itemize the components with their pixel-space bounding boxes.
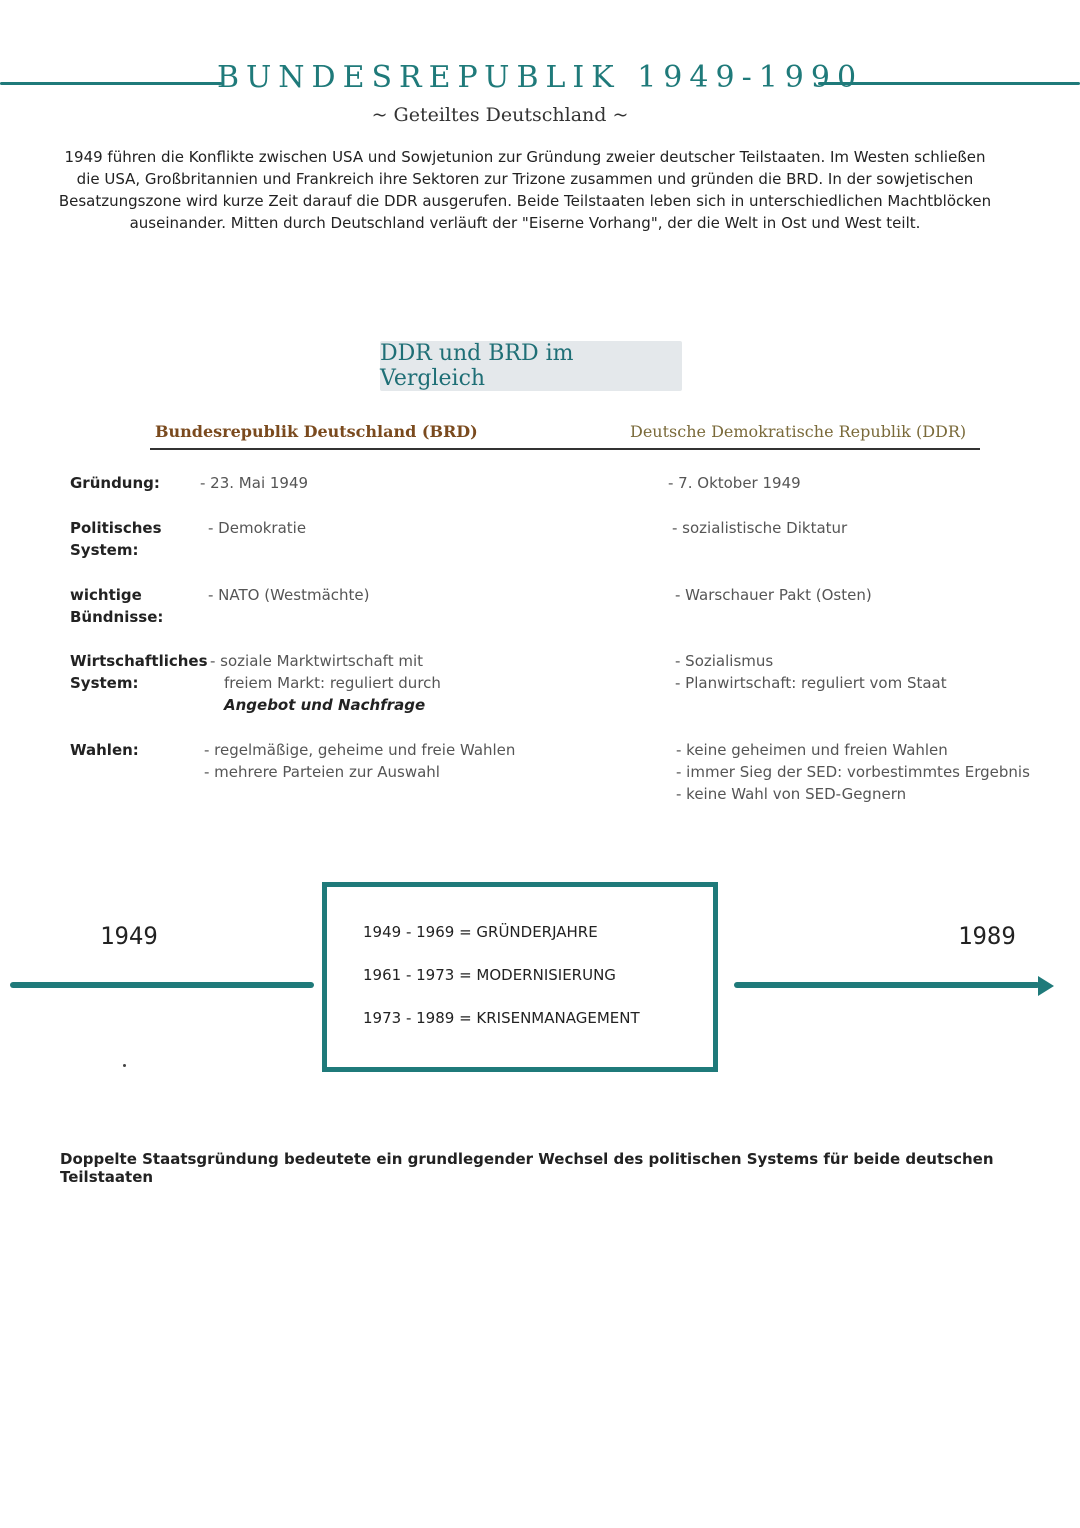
row-label-buendnisse: wichtige Bündnisse: — [70, 586, 164, 626]
brd-wirtschaft-line-2: freiem Markt: reguliert durch — [224, 674, 441, 692]
brd-wahlen — [204, 739, 515, 783]
brd-wirtschaft-line-3: Angebot und Nachfrage — [224, 696, 426, 714]
row-label-wirtschaftliches-system: Wirtschaftliches System: — [70, 652, 208, 692]
intro-paragraph: 1949 führen die Konflikte zwischen USA und Sowjetunion zur Gründung zweier deutscher Teilstaaten. Im Westen schließen die USA, Großbritannien und Frankreich ihre Sektoren zur Trizone zusammen und gründen die BRD. In der sowjetischen Besatzungszone wird kurze Zeit darauf die DDR ausgerufen. Beide Teilstaaten leben sich in unterschiedlichen Machtblöcken auseinander. Mitten durch Deutschland verläuft der "Eiserne Vorhang", der die Welt in Ost und West teilt. — [58, 148, 992, 232]
conclusion-text: Doppelte Staatsgründung bedeutete ein grundlegender Wechsel des politischen Systems für beide deutschen Teilstaaten — [60, 1150, 994, 1186]
ddr-column-heading: Deutsche Demokratische Republik (DDR) — [630, 422, 967, 441]
timeline-phase-box — [322, 882, 718, 1072]
brd-buendnisse — [208, 584, 369, 606]
page-title: BUNDESREPUBLIK 1949-1990 — [216, 60, 864, 95]
brd-wirtschaft — [210, 650, 441, 716]
ddr-wirtschaft-line-1: - Sozialismus — [675, 652, 774, 670]
page-subtitle: ~ Geteiltes Deutschland ~ — [371, 104, 629, 126]
brd-politisches-system — [208, 517, 306, 539]
stray-dot — [123, 1064, 126, 1067]
ddr-wirtschaft-line-2: - Planwirtschaft: reguliert vom Staat — [675, 674, 947, 692]
brd-wirtschaft-line-1: - soziale Marktwirtschaft mit — [210, 652, 424, 670]
ddr-buendnisse — [675, 584, 872, 606]
ddr-wahlen-line-1: - keine geheimen und freien Wahlen — [676, 741, 948, 759]
phase-krisenmanagement: 1973 - 1989 = KRISENMANAGEMENT — [363, 1009, 640, 1027]
timeline-end-year: 1989 — [958, 922, 1016, 950]
brd-wahlen-line-2: - mehrere Parteien zur Auswahl — [204, 763, 440, 781]
brd-gruendung-line: - 23. Mai 1949 — [200, 474, 309, 492]
ddr-wahlen-line-2: - immer Sieg der SED: vorbestimmtes Ergebnis — [676, 763, 1030, 781]
row-label-gruendung: Gründung: — [70, 474, 160, 492]
ddr-wirtschaft — [675, 650, 947, 694]
ddr-gruendung-line: - 7. Oktober 1949 — [668, 474, 801, 492]
column-heading-rule — [150, 448, 980, 450]
ddr-gruendung — [668, 472, 801, 494]
timeline-start-year: 1949 — [100, 922, 158, 950]
brd-wahlen-line-1: - regelmäßige, geheime und freie Wahlen — [204, 741, 516, 759]
brd-politisches-system-line: - Demokratie — [208, 519, 307, 537]
comparison-heading: DDR und BRD im Vergleich — [380, 341, 682, 391]
ddr-wahlen — [676, 739, 1030, 805]
ddr-politisches-system-line: - sozialistische Diktatur — [672, 519, 848, 537]
brd-gruendung — [200, 472, 308, 494]
ddr-wahlen-line-3: - keine Wahl von SED-Gegnern — [676, 785, 907, 803]
brd-buendnisse-line: - NATO (Westmächte) — [208, 586, 370, 604]
phase-modernisierung: 1961 - 1973 = MODERNISIERUNG — [363, 966, 616, 984]
row-label-wahlen: Wahlen: — [70, 741, 139, 759]
arrow-right-icon — [1038, 976, 1054, 996]
brd-column-heading: Bundesrepublik Deutschland (BRD) — [155, 422, 478, 441]
ddr-buendnisse-line: - Warschauer Pakt (Osten) — [675, 586, 872, 604]
phase-gruenderjahre: 1949 - 1969 = GRÜNDERJAHRE — [363, 923, 598, 941]
timeline-line-right — [734, 982, 1040, 988]
timeline-line-left — [10, 982, 314, 988]
ddr-politisches-system — [672, 517, 847, 539]
row-label-politisches-system: Politisches System: — [70, 519, 162, 559]
